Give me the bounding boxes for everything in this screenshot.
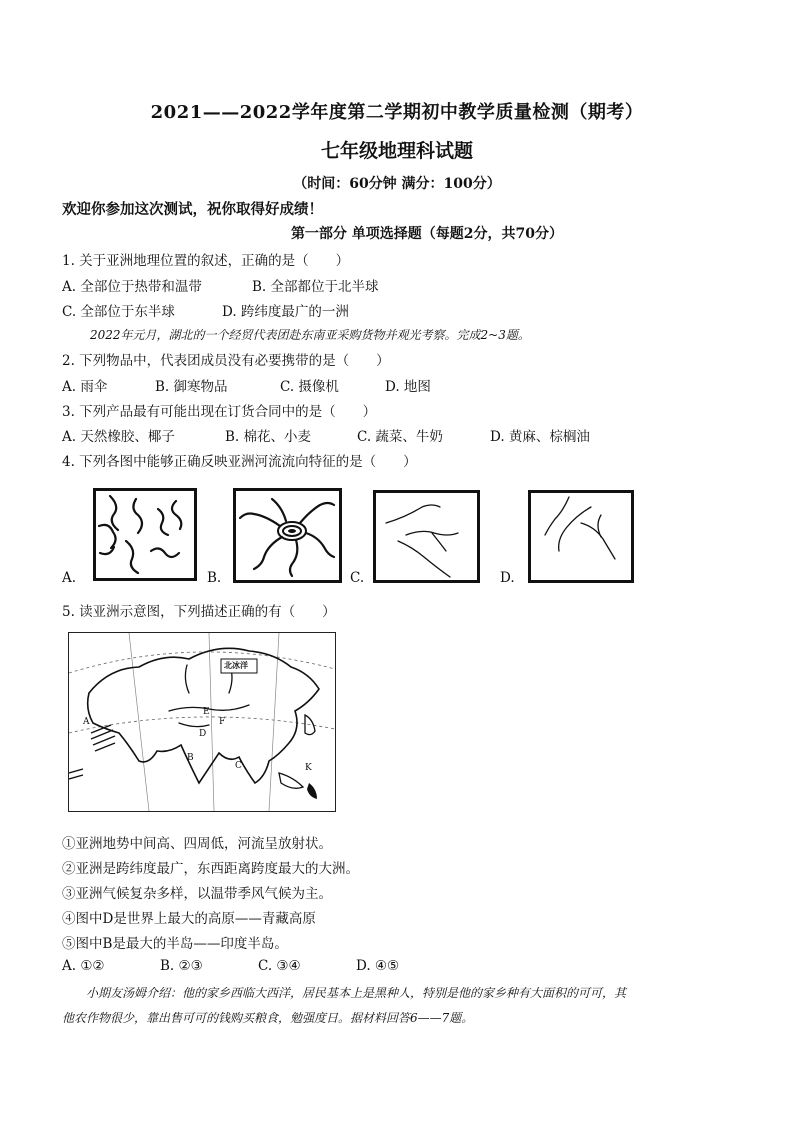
map-label-c: C <box>235 761 242 771</box>
q1-option-d: D. 跨纬度最广的一洲 <box>222 304 349 320</box>
q5-statement-3: ③亚洲气候复杂多样，以温带季风气候为主。 <box>62 886 332 902</box>
map-label-d: D <box>199 729 207 739</box>
q2-stem: 2. 下列物品中，代表团成员没有必要携带的是（ ） <box>62 353 390 369</box>
map-label-e: E <box>203 707 210 717</box>
q5-stem: 5. 读亚洲示意图，下列描述正确的有（ ） <box>62 604 336 620</box>
map-label-f: F <box>219 717 226 727</box>
q4-label-d: D. <box>500 570 515 586</box>
q2-option-a: A. 雨伞 <box>62 379 108 395</box>
q4-stem: 4. 下列各图中能够正确反映亚洲河流流向特征的是（ ） <box>62 454 417 470</box>
q4-label-a: A. <box>62 570 77 586</box>
q4-label-b: B. <box>207 570 222 586</box>
q3-option-c: C. 蔬菜、牛奶 <box>357 429 443 445</box>
q2-option-b: B. 御寒物品 <box>155 379 228 395</box>
q5-option-b: B. ②③ <box>160 958 203 974</box>
q2-option-d: D. 地图 <box>385 379 431 395</box>
asia-map-drawing <box>69 633 335 811</box>
intro-q2-3: 2022年元月，湖北的一个经贸代表团赴东南亚采购货物并观光考察。完成2~3题。 <box>90 328 530 342</box>
q5-option-c: C. ③④ <box>258 958 301 974</box>
intro-q6-7-line1: 小期友汤姆介绍：他的家乡西临大西洋，居民基本上是黑种人，特别是他的家乡种有大面积的可可，其 <box>86 986 627 1000</box>
q1-option-a: A. 全部位于热带和温带 <box>62 279 202 295</box>
q4-figure-c <box>373 490 480 583</box>
map-label-b: B <box>187 753 194 763</box>
q1-option-b: B. 全部都位于北半球 <box>252 279 379 295</box>
q4-figure-d <box>528 490 634 583</box>
map-label-k: K <box>305 763 312 773</box>
q4-figure-b <box>233 488 342 583</box>
figure-d-rivers <box>531 493 631 580</box>
q5-statement-2: ②亚洲是跨纬度最广，东西距离跨度最大的大洲。 <box>62 861 359 877</box>
q4-label-c: C. <box>350 570 365 586</box>
figure-a-rivers <box>96 491 194 578</box>
q3-option-a: A. 天然橡胶、椰子 <box>62 429 175 445</box>
time-info: （时间：60分钟 满分：100分） <box>293 176 501 192</box>
map-label-a: A <box>83 717 90 727</box>
q3-option-d: D. 黄麻、棕榈油 <box>490 429 590 445</box>
q3-option-b: B. 棉花、小麦 <box>225 429 312 445</box>
q5-statement-4: ④图中D是世界上最大的高原——青藏高原 <box>62 911 316 927</box>
exam-title: 2021——2022学年度第二学期初中教学质量检测（期考） <box>150 102 644 123</box>
welcome-text: 欢迎你参加这次测试，祝你取得好成绩！ <box>62 201 323 218</box>
q5-statement-5: ⑤图中B是最大的半岛——印度半岛。 <box>62 936 288 952</box>
q3-stem: 3. 下列产品最有可能出现在订货合同中的是（ ） <box>62 404 377 420</box>
q2-option-c: C. 摄像机 <box>280 379 339 395</box>
q5-option-d: D. ④⑤ <box>356 958 400 974</box>
intro-q6-7-line2: 他农作物很少，靠出售可可的钱购买粮食，勉强度日。据材料回答6——7题。 <box>62 1011 474 1025</box>
exam-subtitle: 七年级地理科试题 <box>320 140 473 162</box>
asia-map <box>68 632 336 812</box>
q5-option-a: A. ①② <box>62 958 105 974</box>
map-label-arctic: 北冰洋 <box>224 660 248 670</box>
figure-c-rivers <box>376 493 477 580</box>
q1-stem: 1. 关于亚洲地理位置的叙述，正确的是（ ） <box>62 253 350 269</box>
section-heading: 第一部分 单项选择题（每题2分，共70分） <box>290 226 564 242</box>
figure-b-radial-rivers <box>236 491 339 580</box>
q1-option-c: C. 全部位于东半球 <box>62 304 175 320</box>
q5-statement-1: ①亚洲地势中间高、四周低，河流呈放射状。 <box>62 836 332 852</box>
q4-figure-a <box>93 488 197 581</box>
